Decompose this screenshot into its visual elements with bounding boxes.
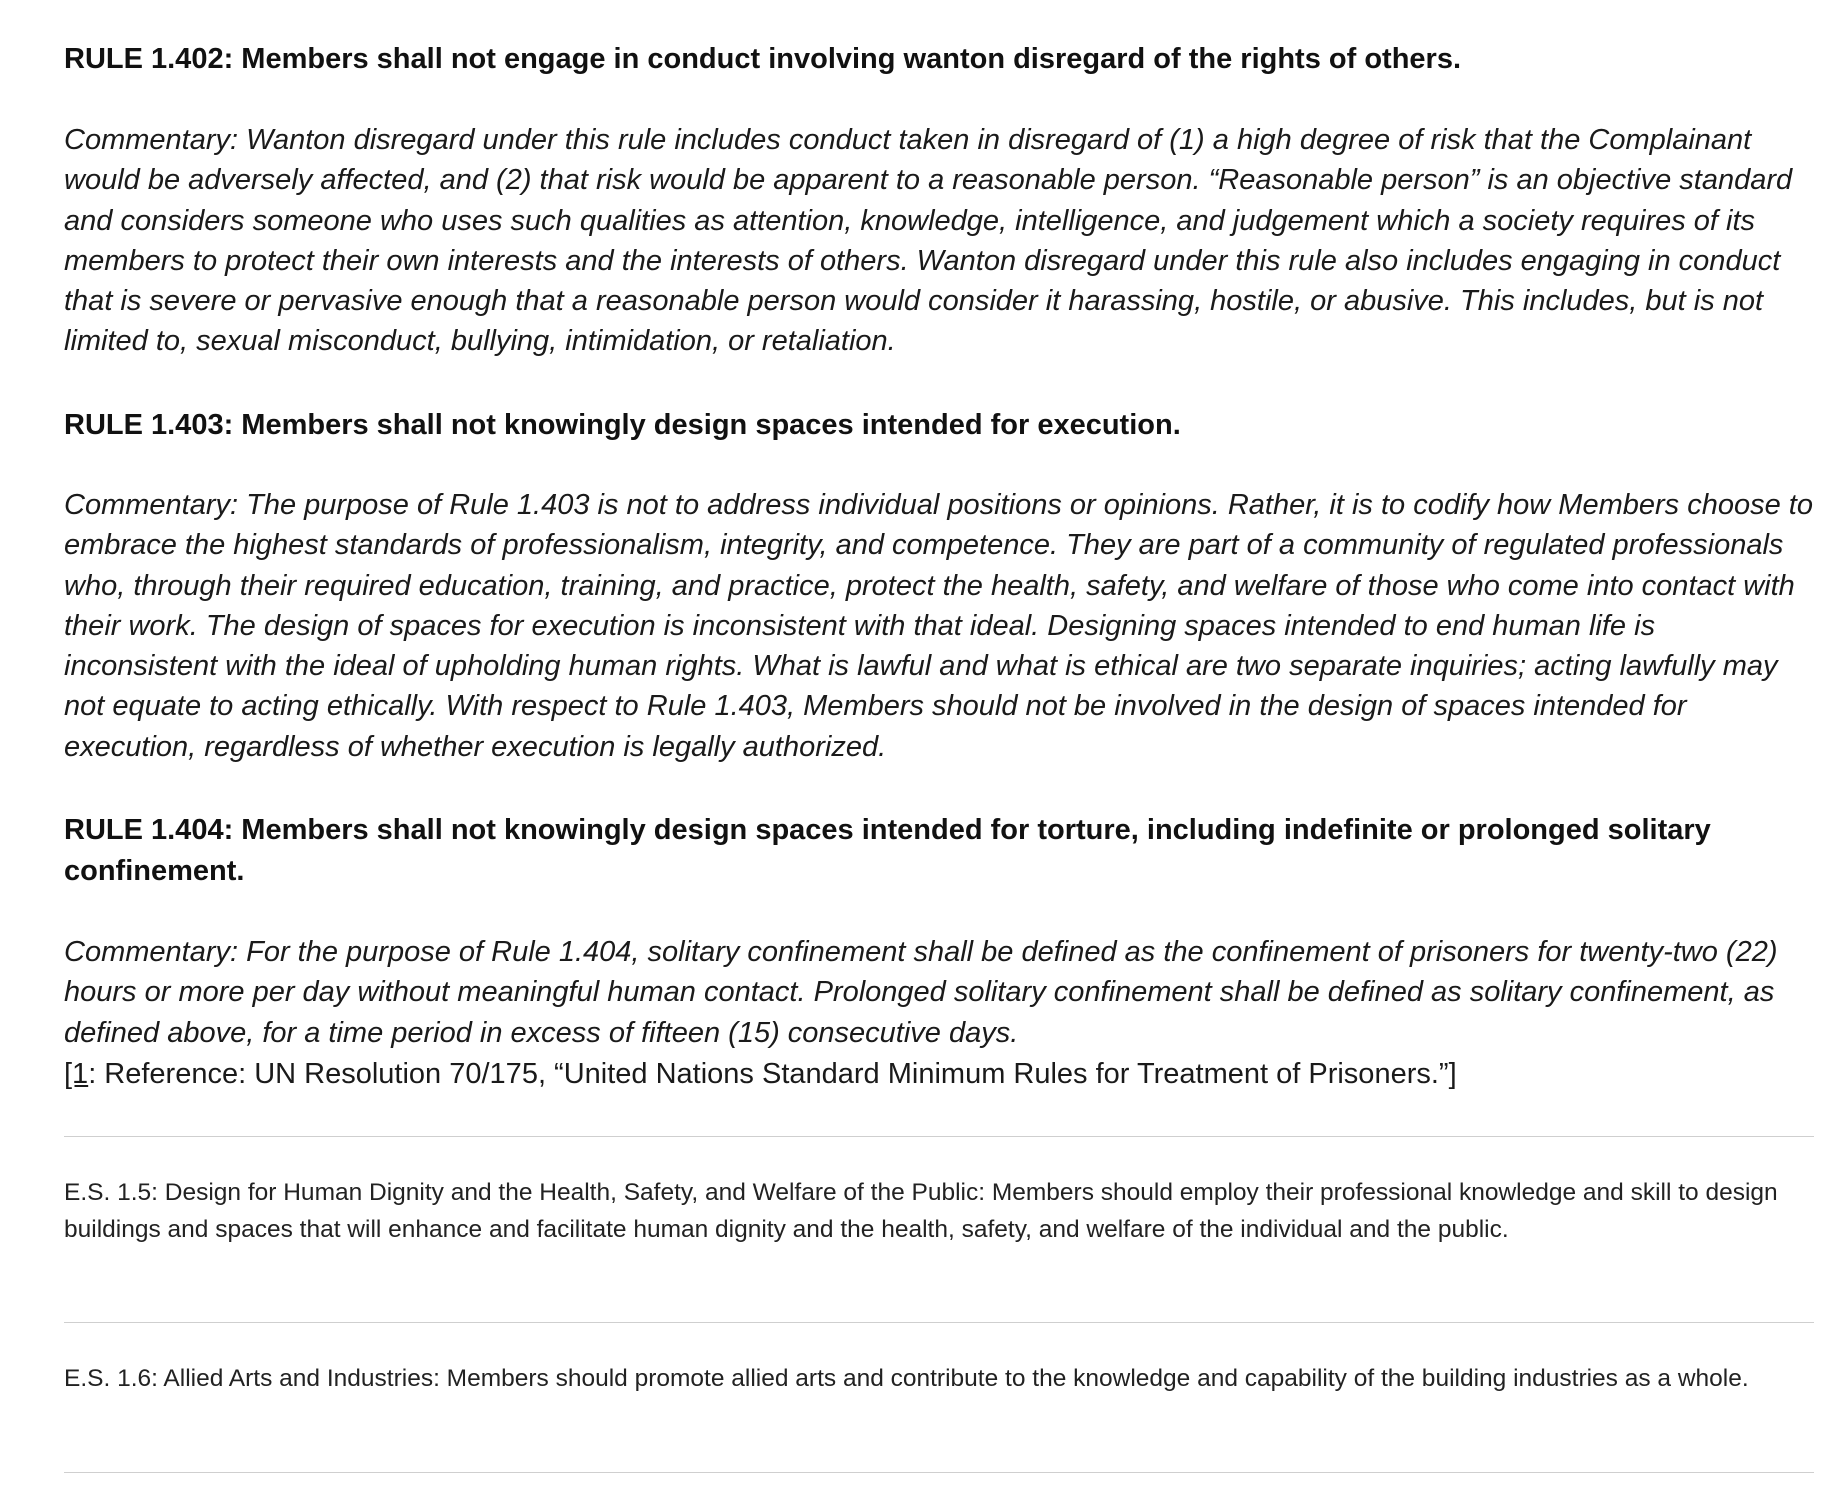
rule-commentary: Commentary: Wanton disregard under this rule includes conduct taken in disregard of (1) a high degree of risk that the Complainant would be adversely affected, and (2) that risk would be apparent to a reasonable person. “Reasonable person” is an objective standard and considers someone who uses such qualities as attention, knowledge, intelligence, and judgement which a society requires of its members to protect their own interests and the interests of others. Wanton disregard under this rule also includes engaging in conduct that is severe or pervasive enough that a reasonable person would consider it harassing, hostile, or abusive. This includes, but is not limited to, sexual misconduct, bullying, intimidation, or retaliation.: [64, 124, 1793, 358]
rule-commentary: Commentary: The purpose of Rule 1.403 is not to address individual positions or opinions. Rather, it is to codify how Members choose to embrace the highest standards of professionalism, integrity, and competence. They are part of a community of regulated professionals who, through their required education, training, and practice, protect the health, safety, and welfare of those who come into contact with their work. The design of spaces for execution is inconsistent with that ideal. Designing spaces intended to end human life is inconsistent with the ideal of upholding human rights. What is lawful and what is ethical are two separate inquiries; acting lawfully may not equate to acting ethically. With respect to Rule 1.403, Members should not be involved in the design of spaces intended for execution, regardless of whether execution is legally authorized.: [64, 489, 1813, 763]
rule-1-403-commentary-block: [64, 485, 1814, 767]
section-divider: [64, 1322, 1814, 1323]
reference-text: [64, 1054, 1814, 1094]
footnote-reference: [64, 1054, 1814, 1094]
reference-body: : Reference: UN Resolution 70/175, “United Nations Standard Minimum Rules for Treatment of Prisoners.”]: [88, 1058, 1457, 1090]
section-divider: [64, 1136, 1814, 1137]
rule-1-404-section: [64, 810, 1814, 892]
ethical-standard-1-5: [64, 1175, 1814, 1248]
rule-1-403-section: [64, 405, 1814, 446]
rule-1-402-commentary-block: [64, 120, 1814, 362]
section-divider: [64, 1472, 1814, 1473]
ethical-standard-text: E.S. 1.5: Design for Human Dignity and the Health, Safety, and Welfare of the Public: Members should employ their professional knowledge and skill to design buildings and spaces that will enhance and facilitate human dignity and the health, safety, and welfare of the individual and the public.: [64, 1179, 1778, 1243]
ethical-standard-1-6: [64, 1361, 1814, 1398]
rule-1-402-section: [64, 39, 1814, 80]
rule-heading: RULE 1.402: Members shall not engage in conduct involving wanton disregard of the rights of others.: [64, 43, 1462, 75]
rule-heading: RULE 1.403: Members shall not knowingly design spaces intended for execution.: [64, 409, 1181, 441]
ethical-standard-text: E.S. 1.6: Allied Arts and Industries: Members should promote allied arts and contribute to the knowledge and capability of the building industries as a whole.: [64, 1365, 1749, 1392]
rule-commentary: Commentary: For the purpose of Rule 1.404, solitary confinement shall be defined as the confinement of prisoners for twenty-two (22) hours or more per day without meaningful human contact. Prolonged solitary confinement shall be defined as solitary confinement, as defined above, for a time period in excess of fifteen (15) consecutive days.: [64, 936, 1778, 1049]
rule-heading: RULE 1.404: Members shall not knowingly design spaces intended for torture, including indefinite or prolonged solitary confinement.: [64, 814, 1711, 887]
rule-1-404-commentary-block: [64, 932, 1814, 1053]
footnote-link[interactable]: [1: [64, 1058, 89, 1090]
